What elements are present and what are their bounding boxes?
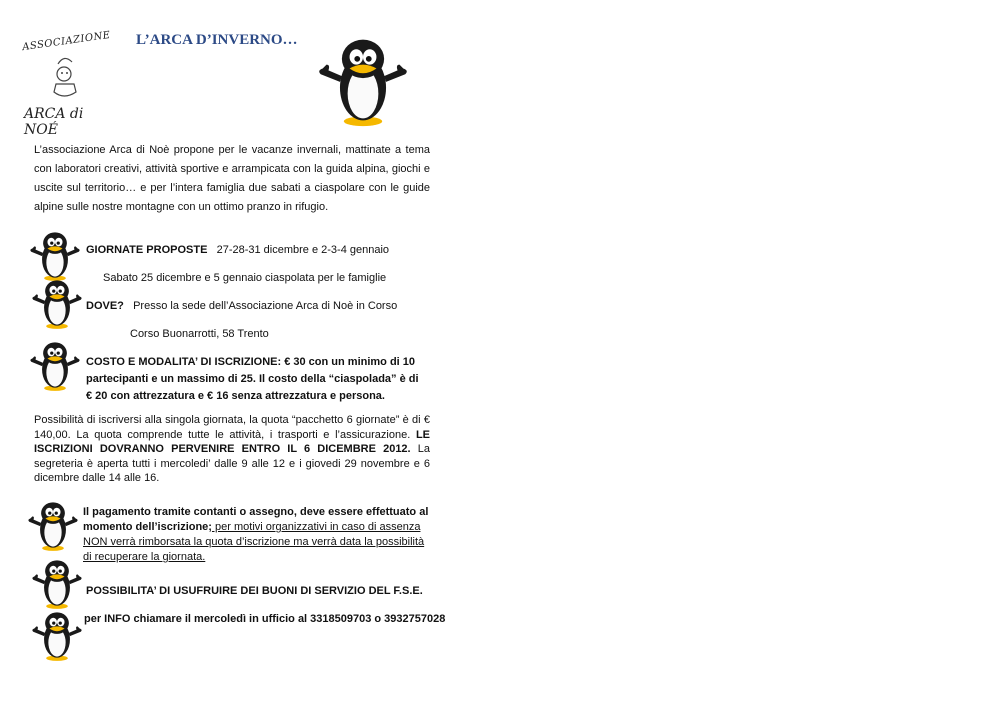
pagamento-line4: di recuperare la giornata.: [83, 551, 206, 563]
iscrizioni-text-2: La segreteria è aperta tutti i mercoledi’ dalle 9 alle 12 e i giovedi 29 novembre e 6 dicembre dalle 14 alle 16.: [34, 443, 430, 484]
penguin-bullet-icon: [26, 498, 80, 552]
costo-label: COSTO E MODALITA’ DI ISCRIZIONE: [86, 356, 278, 368]
pagamento-line2-under: per motivi organizzativi in caso di assenza: [211, 521, 421, 533]
ark-sketch-icon: [46, 52, 82, 100]
costo-block: [86, 354, 419, 405]
dove-label: DOVE?: [86, 300, 124, 312]
pagamento-line3: NON verrà rimborsata la quota d’iscrizione ma verrà data la possibilità: [83, 536, 425, 548]
pagamento-line1: Il pagamento tramite contanti o assegno, deve essere effettuato al: [83, 506, 429, 518]
giornate-line: [86, 243, 389, 257]
penguin-bullet-icon: [30, 556, 84, 610]
iscrizioni-deadline: LE ISCRIZIONI DOVRANNO PERVENIRE ENTRO IL 6 DICEMBRE 2012.: [34, 428, 430, 455]
giornate-sub: Sabato 25 dicembre e 5 gennaio ciaspolata per le famiglie: [103, 272, 387, 284]
dove-sub: Corso Buonarrotti, 58 Trento: [130, 328, 269, 340]
penguin-bullet-icon: [28, 338, 82, 392]
info-line: per INFO chiamare il mercoledì in ufficio al 3318509703 o 3932757028: [84, 613, 446, 625]
dove-line: [86, 299, 397, 313]
intro-paragraph: L’associazione Arca di Noè propone per le vacanze invernali, mattinate a tema con laboratori creativi, attività sportive e arrampicata con la guida alpina, giochi e uscite sul territorio… e per l’intera famiglia due sabati a ciaspolare con le guide alpine sulle nostre montagne con un ottimo pranzo in rifugio.: [34, 144, 430, 213]
penguin-mascot-icon: [314, 32, 412, 128]
dove-value: Presso la sede dell’Associazione Arca di Noè in Corso: [133, 300, 398, 312]
page-title: L’ARCA D’INVERNO…: [136, 32, 298, 48]
giornate-label: GIORNATE PROPOSTE: [86, 244, 208, 256]
costo-line2: partecipanti e un massimo di 25. Il costo della “ciaspolada” è di: [86, 373, 419, 385]
giornate-value: 27-28-31 dicembre e 2-3-4 gennaio: [216, 244, 390, 256]
logo-text-top: ASSOCIAZIONE: [21, 29, 112, 54]
iscrizioni-text-1: Possibilità di iscriversi alla singola giornata, la quota “pacchetto 6 giornate” è di € 140,00. La quota comprende tutte le attività, i trasporti e l’assicurazione.: [34, 414, 430, 441]
penguin-bullet-icon: [30, 276, 84, 330]
penguin-bullet-icon: [30, 608, 84, 662]
iscrizioni-paragraph: [34, 413, 430, 486]
buoni-line: POSSIBILITA’ DI USUFRUIRE DEI BUONI DI SERVIZIO DEL F.S.E.: [86, 585, 423, 597]
penguin-bullet-icon: [28, 228, 82, 282]
pagamento-line2-bold: momento dell’iscrizione;: [83, 521, 212, 533]
logo-text-bottom: ARCA di NOÉ: [24, 106, 84, 138]
pagamento-block: [83, 505, 428, 565]
association-logo: [21, 29, 112, 138]
costo-line3: € 20 con attrezzatura e € 16 senza attrezzatura e persona.: [86, 390, 385, 402]
costo-line1: : € 30 con un minimo di 10: [277, 356, 416, 368]
